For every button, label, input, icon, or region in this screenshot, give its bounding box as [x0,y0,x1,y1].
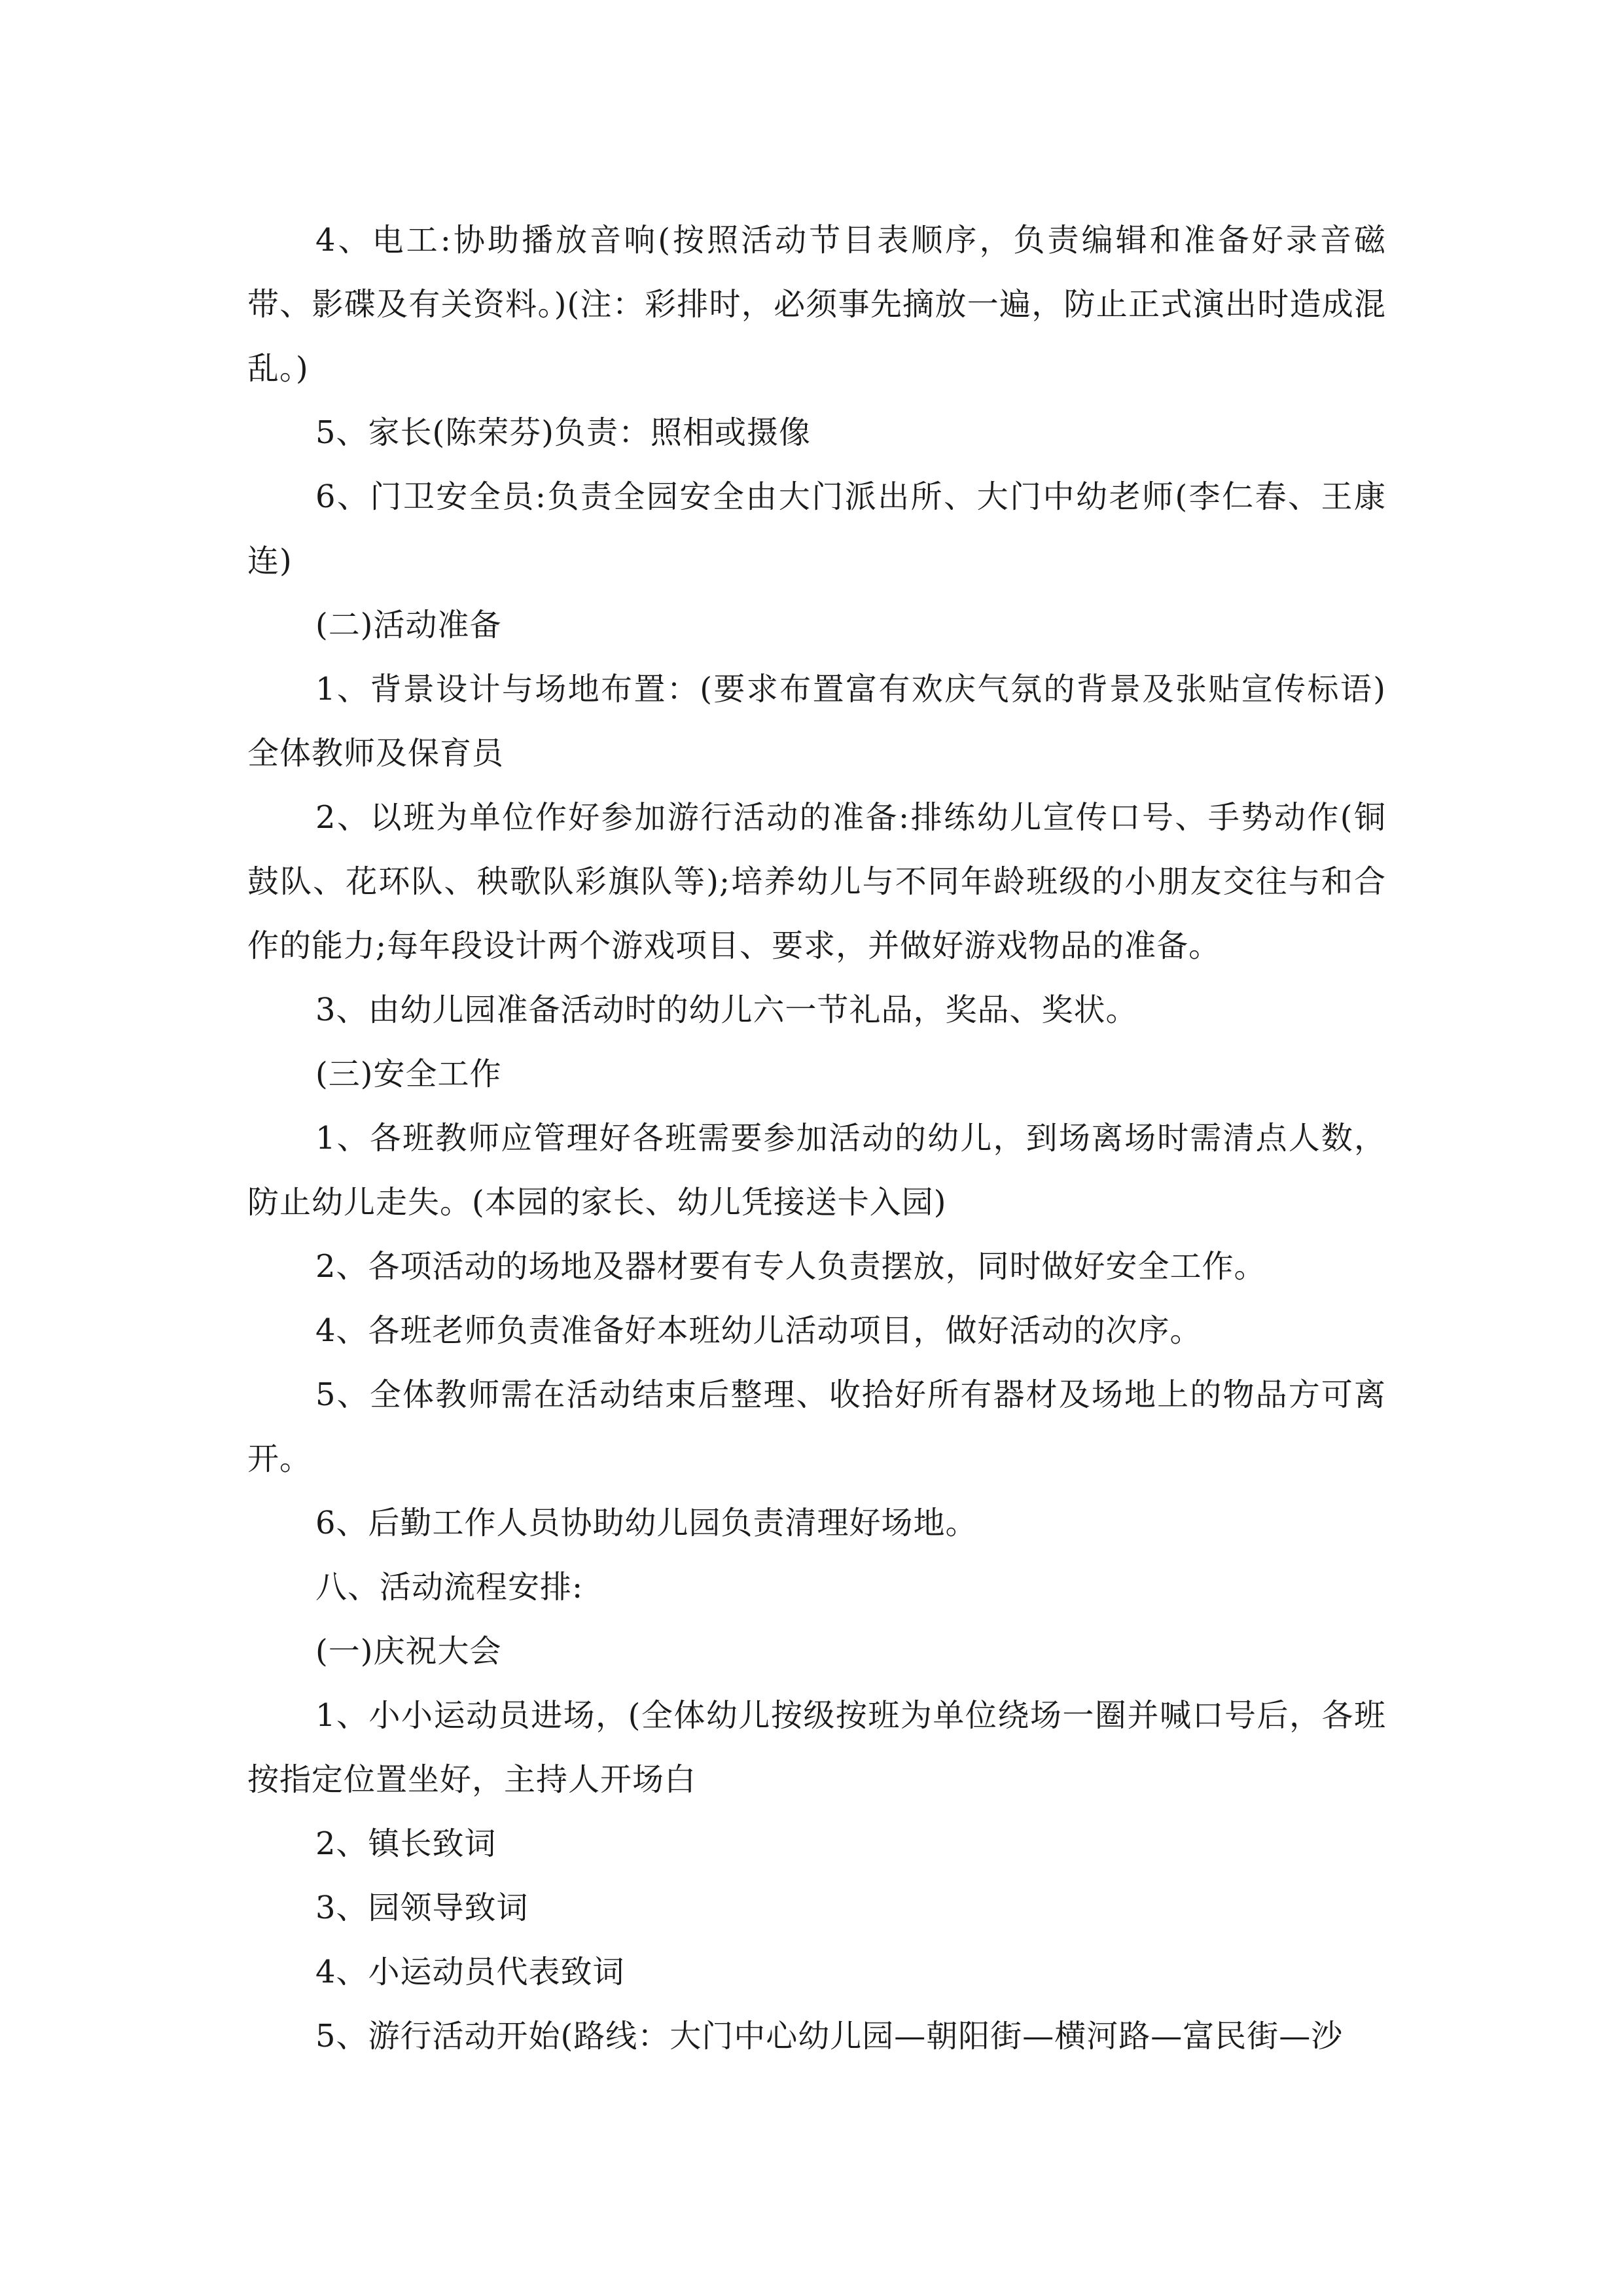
paragraph-parent-photographer: 5、家长(陈荣芬)负责：照相或摄像 [315,414,811,451]
section-heading-preparation: (二)活动准备 [315,607,502,643]
paragraph-equipment-safety: 2、各项活动的场地及器材要有专人负责摆放，同时做好安全工作。 [315,1248,1266,1285]
section-heading-safety: (三)安全工作 [315,1056,502,1092]
paragraph-logistics: 6、后勤工作人员协助幼儿园负责清理好场地。 [315,1505,978,1541]
paragraph-gifts-prizes: 3、由幼儿园准备活动时的幼儿六一节礼品，奖品、奖状。 [315,992,1138,1028]
paragraph-cleanup: 5、全体教师需在活动结束后整理、收拾好所有器材及场地上的物品方可离开。 [247,1376,1386,1477]
paragraph-security-guard: 6、门卫安全员:负责全园安全由大门派出所、大门中幼老师(李仁春、王康连) [247,478,1386,579]
paragraph-electrician: 4、电工:协助播放音响(按照活动节目表顺序，负责编辑和准备好录音磁带、影碟及有关资料。)(注：彩排时，必须事先摘放一遍，防止正式演出时造成混乱。) [247,222,1386,387]
paragraph-athletes-entry: 1、小小运动员进场，(全体幼儿按级按班为单位绕场一圈并喊口号后，各班按指定位置坐好，主持人开场白 [247,1697,1386,1798]
paragraph-activity-order: 4、各班老师负责准备好本班幼儿活动项目，做好活动的次序。 [315,1312,1202,1349]
paragraph-background-design: 1、背景设计与场地布置：(要求布置富有欢庆气氛的背景及张贴宣传标语)全体教师及保育员 [247,671,1386,772]
section-heading-celebration: (一)庆祝大会 [315,1633,502,1670]
paragraph-leader-speech: 3、园领导致词 [315,1890,529,1926]
paragraph-parade-preparation: 2、以班为单位作好参加游行活动的准备:排练幼儿宣传口号、手势动作(铜鼓队、花环队、秧歌队彩旗队等);培养幼儿与不同年龄班级的小朋友交往与和合作的能力;每年段设计两个游戏项目、要求，并做好游戏物品的准备。 [247,799,1386,964]
paragraph-parade-start: 5、游行活动开始(路线：大门中心幼儿园—朝阳街—横河路—富民街—沙 [315,2018,1344,2054]
document-body [247,208,1386,2068]
paragraph-class-management: 1、各班教师应管理好各班需要参加活动的幼儿，到场离场时需清点人数，防止幼儿走失。(本园的家长、幼儿凭接送卡入园) [247,1120,1386,1221]
paragraph-athlete-rep-speech: 4、小运动员代表致词 [315,1954,625,1990]
paragraph-mayor-speech: 2、镇长致词 [315,1825,497,1862]
section-heading-process: 八、活动流程安排: [315,1569,584,1605]
